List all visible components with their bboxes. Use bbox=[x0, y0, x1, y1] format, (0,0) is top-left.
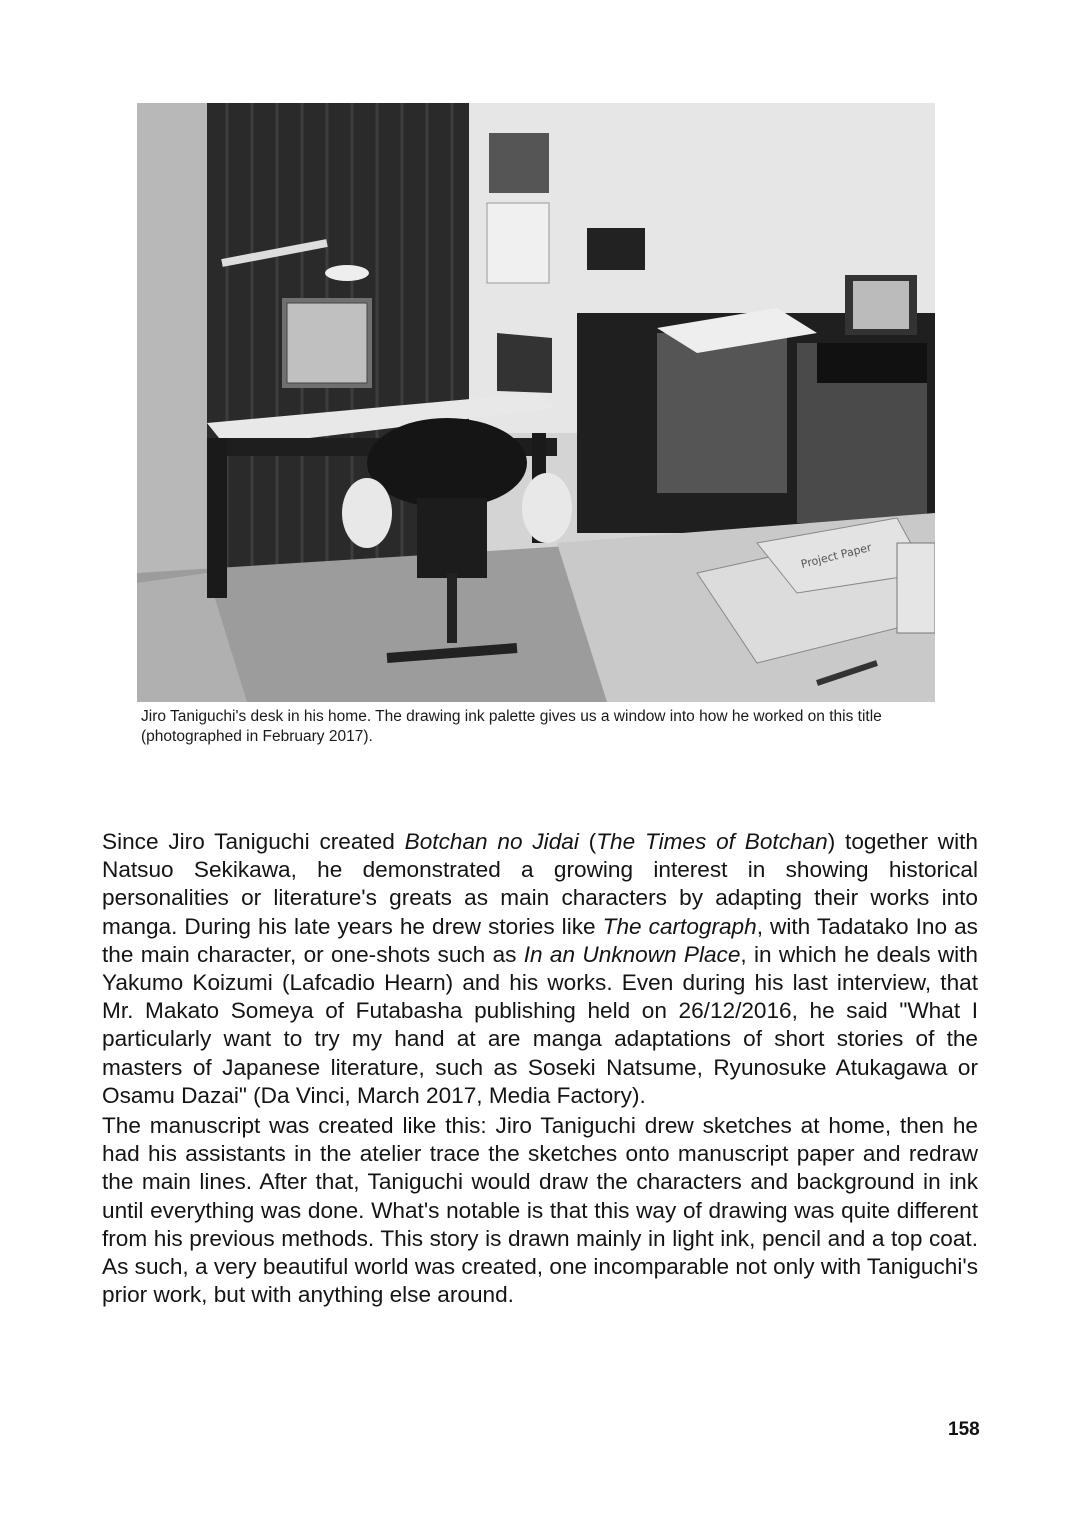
p1-text-3: ) together with Natsuo Sekikawa, he demonstrated a growing interest in showing historical personalities or literature's greats as main characters by adapting their works into manga. During his late years he drew stories like bbox=[102, 829, 978, 939]
photo-label-text: Project Paper bbox=[799, 540, 873, 571]
desk-photo bbox=[137, 103, 935, 702]
p1-text-2: ( bbox=[578, 829, 597, 854]
body-paragraph-2: The manuscript was created like this: Jiro Taniguchi drew sketches at home, then he had his assistants in the atelier trace the sketches onto manuscript paper and redraw the main lines. After that, Taniguchi would draw the characters and background in ink until everything was done. What's notable is that this way of drawing was quite different from his previous methods. This story is drawn mainly in light ink, pencil and a top coat. As such, a very beautiful world was created, one incomparable not only with Taniguchi's prior work, but with anything else around. bbox=[102, 1113, 978, 1308]
title-times-of-botchan: The Times of Botchan bbox=[596, 829, 828, 854]
body-paragraph-1 bbox=[102, 828, 978, 1110]
title-in-an-unknown-place: In an Unknown Place bbox=[523, 941, 741, 967]
title-the-cartograph: The cartograph bbox=[602, 913, 757, 939]
page-number: 158 bbox=[948, 1419, 980, 1440]
title-botchan-no-jidai: Botchan no Jidai bbox=[404, 829, 579, 854]
desk-photo-illustration bbox=[137, 103, 935, 702]
photo-caption: Jiro Taniguchi's desk in his home. The drawing ink palette gives us a window into how he worked on this title (photographed in February 2017). bbox=[141, 708, 882, 745]
p1-text-5: , in which he deals with Yakumo Koizumi (Lafcadio Hearn) and his works. Even during his last interview, that Mr. Makato Someya of Futabasha publishing held on 26/12/2016, he said "What I particularly want to try my hand at are manga adaptations of short stories of the masters of Japanese literature, such as Soseki Natsume, Ryunosuke Atukagawa or Osamu Dazai" (Da Vinci, March 2017, Media Factory). bbox=[102, 941, 978, 1108]
p1-text-1: Since Jiro Taniguchi created bbox=[102, 829, 405, 854]
p1-text-4: , with Tadatako Ino as the main character, or one-shots such as bbox=[102, 913, 978, 967]
